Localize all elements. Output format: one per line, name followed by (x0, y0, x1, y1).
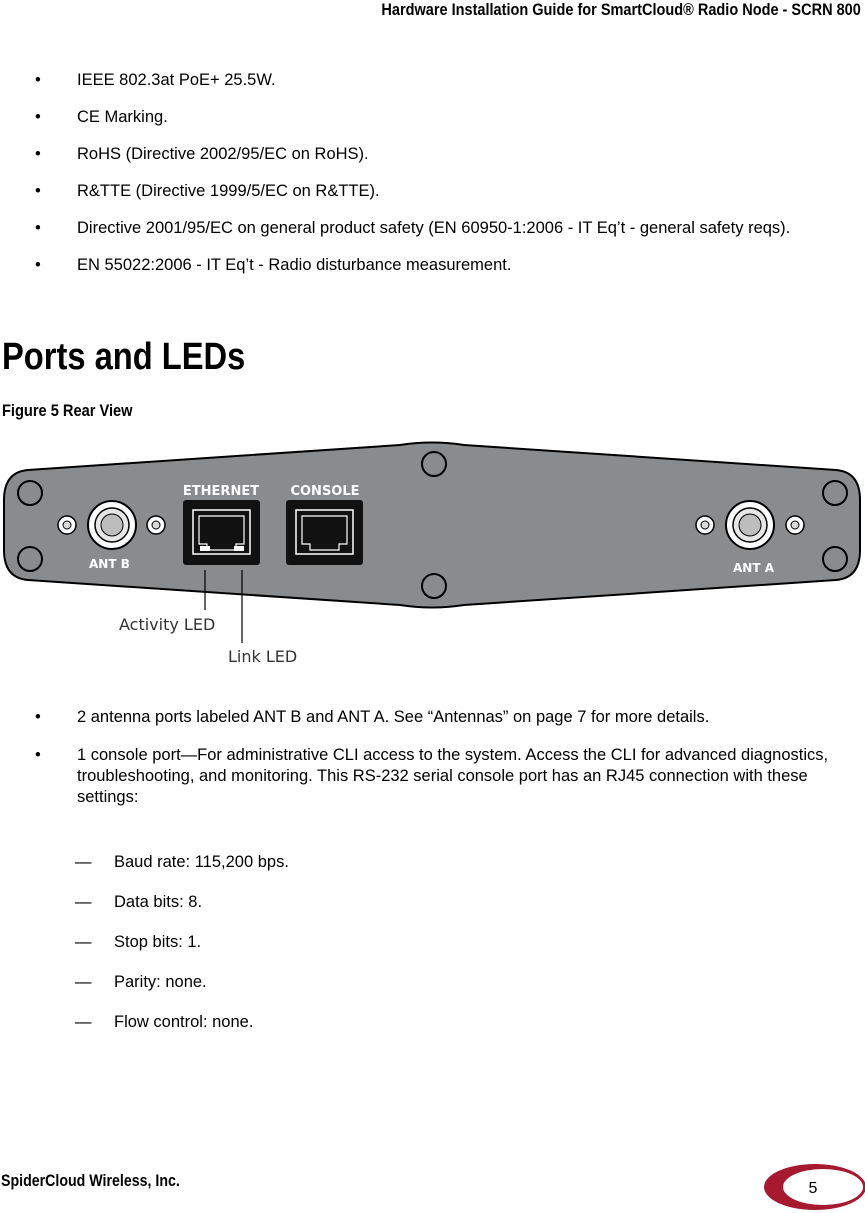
rear-view-figure (0, 440, 865, 670)
console-label: CONSOLE (290, 484, 360, 499)
ports-list (0, 707, 865, 808)
list-item-text: Data bits: 8. (114, 893, 203, 911)
ant-a-label: ANT A (733, 561, 774, 575)
list-item-text: RoHS (Directive 2002/95/EC on RoHS). (77, 145, 369, 163)
list-item: — Data bits: 8. (75, 893, 203, 911)
list-item: • CE Marking. (35, 108, 168, 126)
list-item-text: R&TTE (Directive 1999/5/EC on R&TTE). (77, 182, 380, 200)
list-item-text: IEEE 802.3at PoE+ 25.5W. (77, 71, 276, 89)
list-item-text: 1 console port—For administrative CLI access to the system. Access the CLI for advanced diagnostics, troubleshooting, and monitoring. This RS-232 serial console port has an RJ45 connection with these settings: (77, 746, 829, 806)
console-settings-list (0, 852, 289, 1033)
compliance-list (0, 70, 865, 276)
list-item: — Parity: none. (75, 973, 207, 991)
list-item: • R&TTE (Directive 1999/5/EC on R&TTE). (35, 182, 380, 200)
list-item: • RoHS (Directive 2002/95/EC on RoHS). (35, 145, 369, 163)
list-item-text: 2 antenna ports labeled ANT B and ANT A. See “Antennas” on page 7 for more details. (77, 708, 710, 726)
running-header: Hardware Installation Guide for SmartCloud® Radio Node - SCRN 800 (381, 1, 861, 19)
ethernet-port (183, 500, 260, 565)
list-item-text: CE Marking. (77, 108, 168, 126)
page-number: 5 (808, 1180, 818, 1197)
screw-hole-top-right (823, 481, 847, 505)
list-item-text: Directive 2001/95/EC on general product safety (EN 60950-1:2006 - IT Eq’t - general safety reqs). (77, 219, 791, 237)
list-item: • EN 55022:2006 - IT Eq’t - Radio disturbance measurement. (35, 256, 512, 274)
list-item: — Flow control: none. (75, 1013, 254, 1031)
list-item-text: Stop bits: 1. (114, 933, 202, 951)
link-led-label: Link LED (228, 647, 298, 666)
activity-led (200, 546, 210, 551)
list-item: • 2 antenna ports labeled ANT B and ANT A. See “Antennas” on page 7 for more details. (35, 708, 710, 726)
activity-led-label: Activity LED (119, 615, 216, 634)
screw-hole-bottom-center (422, 574, 446, 598)
list-item: • Directive 2001/95/EC on general product safety (EN 60950-1:2006 - IT Eq’t - general safety reqs). (35, 219, 791, 237)
screw-hole-bottom-right (823, 547, 847, 571)
list-item: • 1 console port—For administrative CLI access to the system. Access the CLI for advanced diagnostics, troubleshooting, and monitoring. This RS-232 serial console port has an RJ45 connection with these settings: (35, 746, 829, 806)
screw-hole-top-left (18, 481, 42, 505)
footer-company: SpiderCloud Wireless, Inc. (1, 1172, 180, 1190)
ethernet-label: ETHERNET (182, 484, 260, 499)
screw-hole-bottom-left (18, 547, 42, 571)
link-led (234, 546, 244, 551)
list-item: — Stop bits: 1. (75, 933, 202, 951)
list-item-text: Baud rate: 115,200 bps. (114, 853, 289, 871)
list-item: — Baud rate: 115,200 bps. (75, 853, 289, 871)
page-number-badge (763, 1163, 865, 1211)
console-port (286, 500, 363, 565)
figure-caption: Figure 5 Rear View (2, 401, 133, 420)
section-title: Ports and LEDs (2, 336, 246, 378)
list-item-text: Parity: none. (114, 973, 207, 991)
list-item-text: Flow control: none. (114, 1013, 254, 1031)
screw-hole-top-center (422, 452, 446, 476)
ant-b-label: ANT B (89, 557, 130, 571)
list-item: • IEEE 802.3at PoE+ 25.5W. (35, 71, 276, 89)
list-item-text: EN 55022:2006 - IT Eq’t - Radio disturbance measurement. (77, 256, 512, 274)
